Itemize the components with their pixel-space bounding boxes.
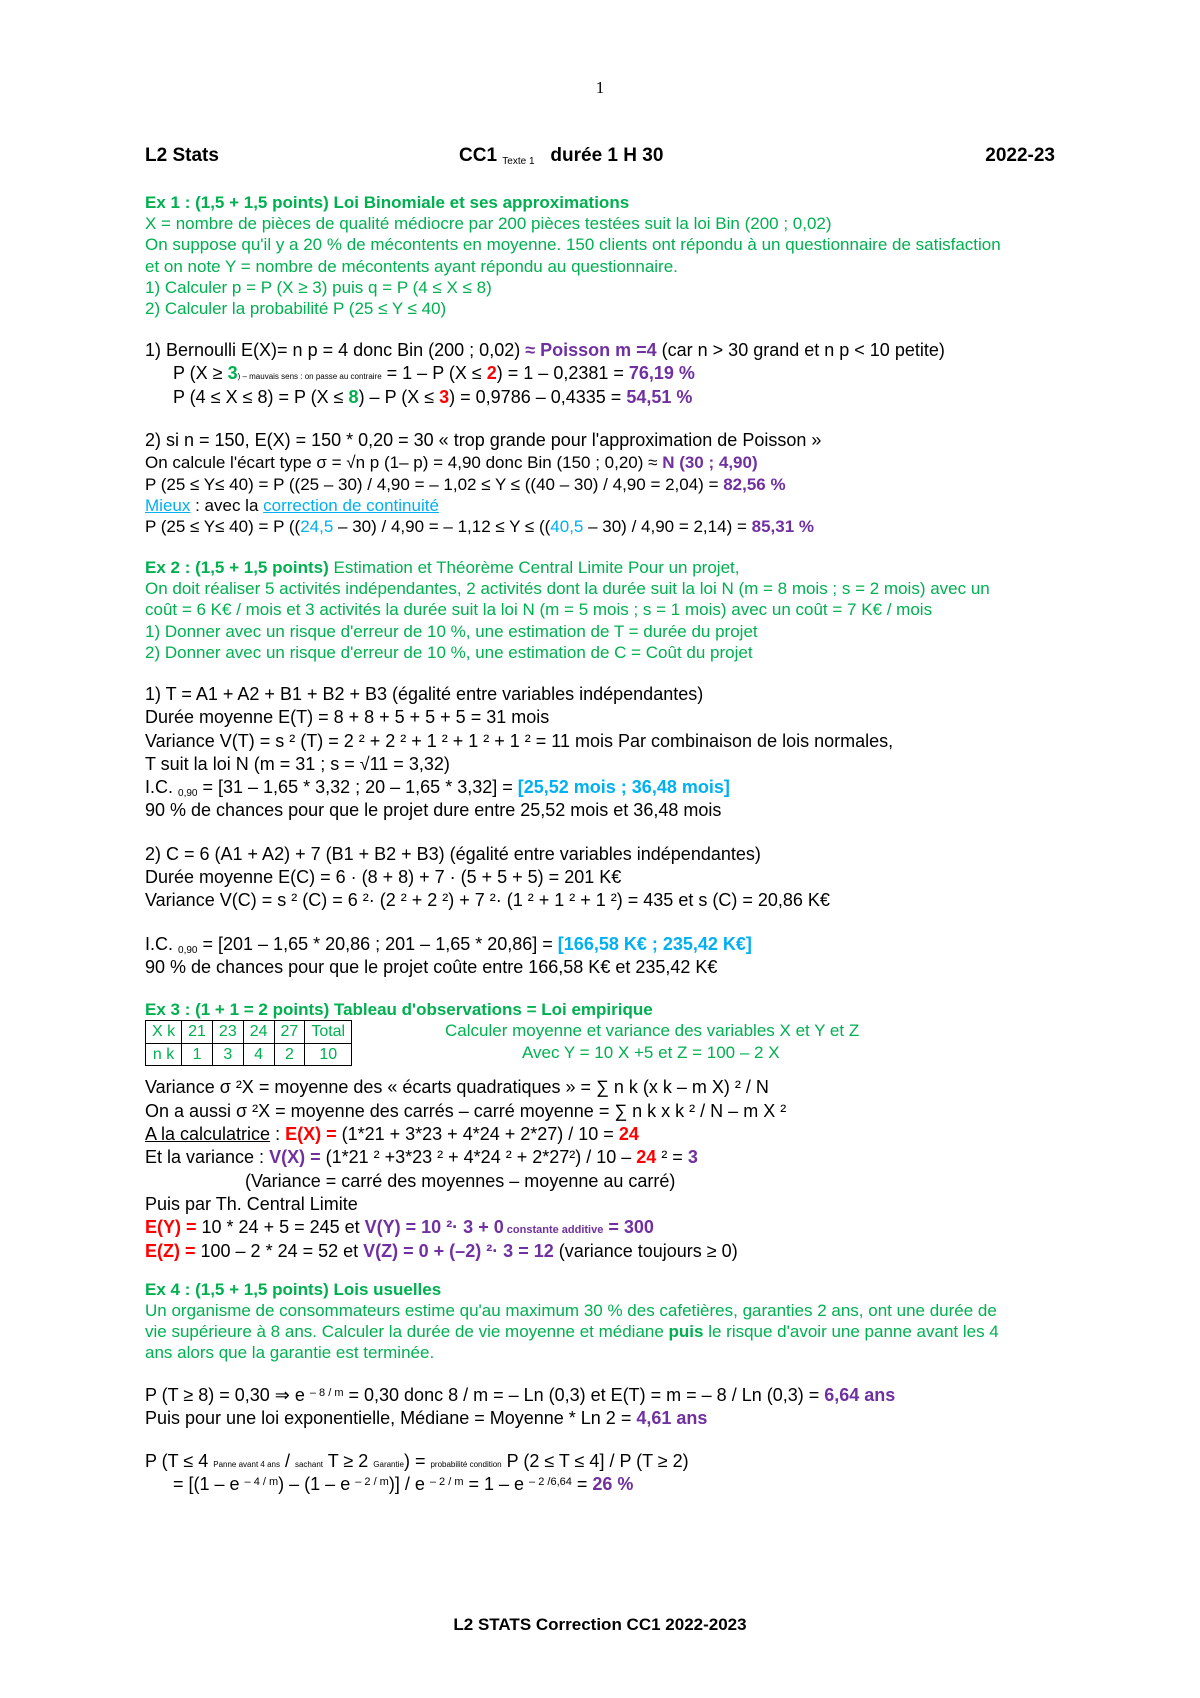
ex3-answer-line: (Variance = carré des moyennes – moyenne au carré)	[245, 1170, 676, 1191]
text: ) =	[403, 1451, 431, 1472]
ex4-answer-line	[145, 1407, 1065, 1430]
text: 10 * 24 + 5 = 245 et	[196, 1217, 365, 1238]
text: ) = 0,9786 – 0,4335 =	[449, 386, 627, 407]
text: : avec la	[190, 495, 264, 515]
text: A la calculatrice	[145, 1124, 271, 1145]
ex1-answer-line: 2) si n = 150, E(X) = 150 * 0,20 = 30 « trop grande pour l'approximation de Poisson »	[145, 430, 822, 451]
ex3-answer-line	[145, 1216, 1065, 1239]
text: 100 – 2 * 24 = 52 et	[195, 1240, 364, 1261]
ex3-answer-line: Puis par Th. Central Limite	[145, 1193, 358, 1214]
text: Puis pour une loi exponentielle, Médiane = Moyenne * Ln 2 =	[145, 1407, 637, 1428]
text: = [201 – 1,65 * 20,86 ; 201 – 1,65 * 20,86] =	[197, 933, 558, 954]
note: ) – mauvais sens : on passe au contraire	[237, 372, 382, 382]
highlight: V(Y) = 10 ²· 3 + 0	[364, 1217, 504, 1238]
text: P (2 ≤ T ≤ 4] / P (T ≥ 2)	[501, 1451, 689, 1472]
result: 4,61 ans	[636, 1407, 708, 1428]
table-cell: 1	[182, 1043, 213, 1065]
table-cell: n k	[146, 1043, 182, 1065]
result: 85,31 %	[751, 516, 814, 536]
ex4-statement-line	[145, 1321, 1065, 1342]
text: 1) Bernoulli E(X)= n p = 4 donc Bin (200 ; 0,02)	[145, 340, 526, 361]
result: [25,52 mois ; 36,48 mois]	[517, 777, 730, 798]
highlight: V(X) =	[269, 1147, 321, 1168]
ex2-answer-line: Variance V(T) = s ² (T) = 2 ² + 2 ² + 1 ² + 1 ² + 1 ² = 11 mois Par combinaison de lois normales,	[145, 730, 894, 751]
superscript: – 4 / m	[244, 1476, 279, 1489]
superscript: – 2 /6,64	[529, 1476, 572, 1489]
text: I.C.	[145, 933, 174, 954]
superscript: – 2 / m	[355, 1476, 389, 1489]
ex1-answer-line	[145, 516, 1065, 537]
result: [166,58 K€ ; 235,42 K€]	[557, 933, 752, 954]
text: P (25 ≤ Y≤ 40) = P ((25 – 30) / 4,90 = – 1,02 ≤ Y ≤ ((40 – 30) / 4,90 = 2,04) =	[145, 474, 724, 494]
ex1-statement-line: 2) Calculer la probabilité P (25 ≤ Y ≤ 40)	[145, 298, 447, 318]
result: 3	[687, 1147, 698, 1168]
text: – 30) / 4,90 = 2,14) =	[583, 516, 752, 536]
ex2-answer-line: Durée moyenne E(T) = 8 + 8 + 5 + 5 + 5 = 31 mois	[145, 707, 550, 728]
text: = [(1 – e	[173, 1474, 245, 1495]
table-cell: Total	[305, 1021, 352, 1043]
text: T ≥ 2	[323, 1451, 374, 1472]
observations-table	[145, 1020, 352, 1065]
ex3-answer-line	[145, 1123, 1065, 1146]
ex2-title-bold: Ex 2 : (1,5 + 1,5 points)	[145, 558, 329, 578]
table-cell: 21	[182, 1021, 213, 1043]
highlight: E(Z) =	[145, 1240, 196, 1261]
text: le risque d'avoir une panne avant les 4	[703, 1322, 999, 1342]
ex2-answer-line: 2) C = 6 (A1 + A2) + 7 (B1 + B2 + B3) (égalité entre variables indépendantes)	[145, 843, 761, 864]
table-cell: 23	[212, 1021, 243, 1043]
ex2-statement-line: coût = 6 K€ / mois et 3 activités la durée suit la loi N (m = 5 mois ; s = 1 mois) avec un coût = 7 K€ / mois	[145, 600, 933, 620]
text: I.C.	[145, 777, 174, 798]
ex3-answer-line: Variance σ ²X = moyenne des « écarts quadratiques » = ∑ n k (x k – m X) ² / N	[145, 1077, 769, 1098]
table-cell: 10	[305, 1043, 352, 1065]
text: (variance toujours ≥ 0)	[553, 1240, 738, 1261]
highlight: puis	[668, 1322, 704, 1342]
text: = 1 – P (X ≤	[381, 363, 487, 384]
ex3-note-line: Calculer moyenne et variance des variables X et Y et Z	[445, 1021, 860, 1041]
highlight: E(Y) =	[145, 1217, 197, 1238]
ex2-answer-line: 90 % de chances pour que le projet dure entre 25,52 mois et 36,48 mois	[145, 800, 722, 821]
page-number: 1	[595, 78, 605, 97]
text: P (X ≥	[173, 363, 228, 384]
text: – 30) / 4,90 = – 1,12 ≤ Y ≤ ((	[333, 516, 551, 536]
highlight: 24	[636, 1147, 657, 1168]
table-cell: 2	[274, 1043, 305, 1065]
note: probabilité condition	[430, 1460, 502, 1470]
note: constante additive	[503, 1224, 604, 1237]
ex1-answer-line	[145, 339, 1065, 362]
document-body	[145, 192, 1065, 1497]
ex1-statement-line: et on note Y = nombre de mécontents ayant répondu au questionnaire.	[145, 256, 678, 276]
ex2-answer-line: Durée moyenne E(C) = 6 · (8 + 8) + 7 · (5 + 5 + 5) = 201 K€	[145, 867, 622, 888]
result: 26 %	[592, 1474, 634, 1495]
ex3-answer-line: On a aussi σ ²X = moyenne des carrés – carré moyenne = ∑ n k x k ² / N – m X ²	[145, 1100, 787, 1121]
result: 24	[618, 1124, 639, 1145]
ex1-title: Ex 1 : (1,5 + 1,5 points) Loi Binomiale et ses approximations	[145, 193, 630, 212]
ex2-statement-line: 1) Donner avec un risque d'erreur de 10 %, une estimation de T = durée du projet	[145, 621, 758, 641]
ex1-statement-line: 1) Calculer p = P (X ≥ 3) puis q = P (4 ≤ X ≤ 8)	[145, 277, 492, 297]
table-cell: 27	[274, 1021, 305, 1043]
ex3-note-line: Avec Y = 10 X +5 et Z = 100 – 2 X	[522, 1042, 780, 1062]
text: ) = 1 – 0,2381 =	[496, 363, 629, 384]
text: = [31 – 1,65 * 3,32 ; 20 – 1,65 * 3,32] =	[197, 777, 518, 798]
document-header	[145, 145, 1055, 171]
text: P (T ≥ 8) = 0,30 ⇒ e	[145, 1384, 310, 1405]
ex4-statement-line: ans alors que la garantie est terminée.	[145, 1343, 435, 1363]
text: P (25 ≤ Y≤ 40) = P ((	[145, 516, 301, 536]
ex4-statement-line: Un organisme de consommateurs estime qu'au maximum 30 % des cafetières, garanties 2 ans, ont une durée de	[145, 1301, 997, 1321]
text: ) – P (X ≤	[358, 386, 440, 407]
ex2-answer-line: Variance V(C) = s ² (C) = 6 ²· (2 ² + 2 ²) + 7 ²· (1 ² + 1 ² + 1 ²) = 435 et s (C) = 20,86 K€	[145, 890, 830, 911]
table-cell: 3	[212, 1043, 243, 1065]
ex1-answer-line	[145, 362, 1065, 385]
highlight: 2	[486, 363, 497, 384]
highlight: E(X) =	[285, 1124, 337, 1145]
result: 6,64 ans	[824, 1384, 896, 1405]
highlight: 3	[439, 386, 450, 407]
highlight: 3	[227, 363, 238, 384]
text: P (T ≤ 4	[145, 1451, 214, 1472]
note: Panne avant 4 ans	[213, 1460, 280, 1470]
ex2-answer-line: 90 % de chances pour que le projet coûte entre 166,58 K€ et 235,42 K€	[145, 956, 718, 977]
ex4-answer-line	[145, 1473, 1065, 1496]
text: = 0,30 donc 8 / m = – Ln (0,3) et E(T) = m = – 8 / Ln (0,3) =	[343, 1384, 825, 1405]
highlight: 40,5	[550, 516, 584, 536]
ex1-answer-line	[145, 452, 1065, 473]
text: ) – (1 – e	[278, 1474, 356, 1495]
text: )] / e	[388, 1474, 430, 1495]
text: vie supérieure à 8 ans. Calculer la durée de vie moyenne et médiane	[145, 1322, 669, 1342]
text: P (4 ≤ X ≤ 8) = P (X ≤	[173, 386, 349, 407]
text: (1*21 + 3*23 + 4*24 + 2*27) / 10 =	[336, 1124, 619, 1145]
table-cell: X k	[146, 1021, 182, 1043]
table-cell: 24	[243, 1021, 274, 1043]
table-row	[146, 1043, 352, 1065]
text: = 1 – e	[463, 1474, 530, 1495]
ex1-statement-line: On suppose qu'il y a 20 % de mécontents en moyenne. 150 clients ont répondu à un questionnaire de satisfaction	[145, 235, 1001, 255]
header-exam-sub: Texte 1	[502, 156, 535, 167]
highlight: 8	[348, 386, 359, 407]
ex2-answer-line: 1) T = A1 + A2 + B1 + B2 + B3 (égalité entre variables indépendantes)	[145, 684, 704, 704]
result: 82,56 %	[723, 474, 786, 494]
header-year: 2022-23	[985, 145, 1055, 166]
result: V(Z) = 0 + (–2) ²· 3 = 12	[363, 1240, 554, 1261]
ex4-title: Ex 4 : (1,5 + 1,5 points) Lois usuelles	[145, 1279, 442, 1299]
ex1-statement-line: X = nombre de pièces de qualité médiocre par 200 pièces testées suit la loi Bin (200 ; 0,02)	[145, 214, 832, 234]
ex3-note	[445, 1020, 859, 1062]
result: 76,19 %	[628, 363, 695, 384]
superscript: – 8 / m	[309, 1386, 344, 1399]
ex3-title: Ex 3 : (1 + 1 = 2 points) Tableau d'observations = Loi empirique	[145, 1000, 653, 1020]
text: On calcule l'écart type σ = √n p (1– p) = 4,90 donc Bin (150 ; 0,20) ≈	[145, 453, 663, 473]
table-cell: 4	[243, 1043, 274, 1065]
subscript: 0,90	[178, 944, 198, 956]
text: =	[571, 1474, 593, 1495]
text: Et la variance :	[145, 1147, 270, 1168]
subscript: 0,90	[178, 788, 198, 800]
text: (car n > 30 grand et n p < 10 petite)	[656, 340, 945, 361]
highlight: ≈ Poisson m =4	[525, 340, 657, 361]
ex3-answer-line	[145, 1146, 1065, 1169]
header-course: L2 Stats	[145, 145, 219, 166]
ex2-title	[145, 557, 1065, 578]
ex4-answer-line	[145, 1450, 1065, 1473]
highlight: correction de continuité	[263, 495, 439, 515]
ex1-answer-line	[145, 474, 1065, 495]
superscript: – 2 / m	[429, 1476, 464, 1489]
result: N (30 ; 4,90)	[662, 453, 758, 473]
highlight: 24,5	[300, 516, 334, 536]
ex2-answer-line	[145, 776, 1065, 799]
ex2-title-rest: Estimation et Théorème Central Limite Pour un projet,	[328, 558, 740, 578]
text: ² =	[656, 1147, 688, 1168]
ex1-answer-line	[145, 495, 1065, 516]
ex3-table-block	[145, 1020, 1065, 1064]
document-footer: L2 STATS Correction CC1 2022-2023	[453, 1615, 747, 1634]
text: /	[279, 1451, 295, 1472]
header-exam	[459, 145, 663, 167]
ex2-answer-line	[145, 933, 1065, 956]
highlight: Mieux	[145, 495, 191, 515]
ex1-answer-line	[145, 386, 1065, 409]
ex2-statement-line: 2) Donner avec un risque d'erreur de 10 %, une estimation de C = Coût du projet	[145, 642, 753, 662]
result: 54,51 %	[626, 386, 693, 407]
table-row	[146, 1021, 352, 1043]
note: sachant	[294, 1460, 324, 1470]
text: (1*21 ² +3*23 ² + 4*24 ² + 2*27²) / 10 –	[320, 1147, 637, 1168]
ex3-answer-line	[145, 1240, 1065, 1263]
note: Garantie	[373, 1460, 404, 1470]
header-exam-name: CC1	[459, 145, 498, 166]
text: :	[270, 1124, 286, 1145]
header-duration: durée 1 H 30	[550, 145, 664, 166]
ex2-statement-line: On doit réaliser 5 activités indépendantes, 2 activités dont la durée suit la loi N (m = 8 mois ; s = 2 mois) avec un	[145, 579, 990, 599]
ex4-answer-line	[145, 1384, 1065, 1407]
result: = 300	[603, 1217, 654, 1238]
ex2-answer-line: T suit la loi N (m = 31 ; s = √11 = 3,32)	[145, 753, 450, 774]
